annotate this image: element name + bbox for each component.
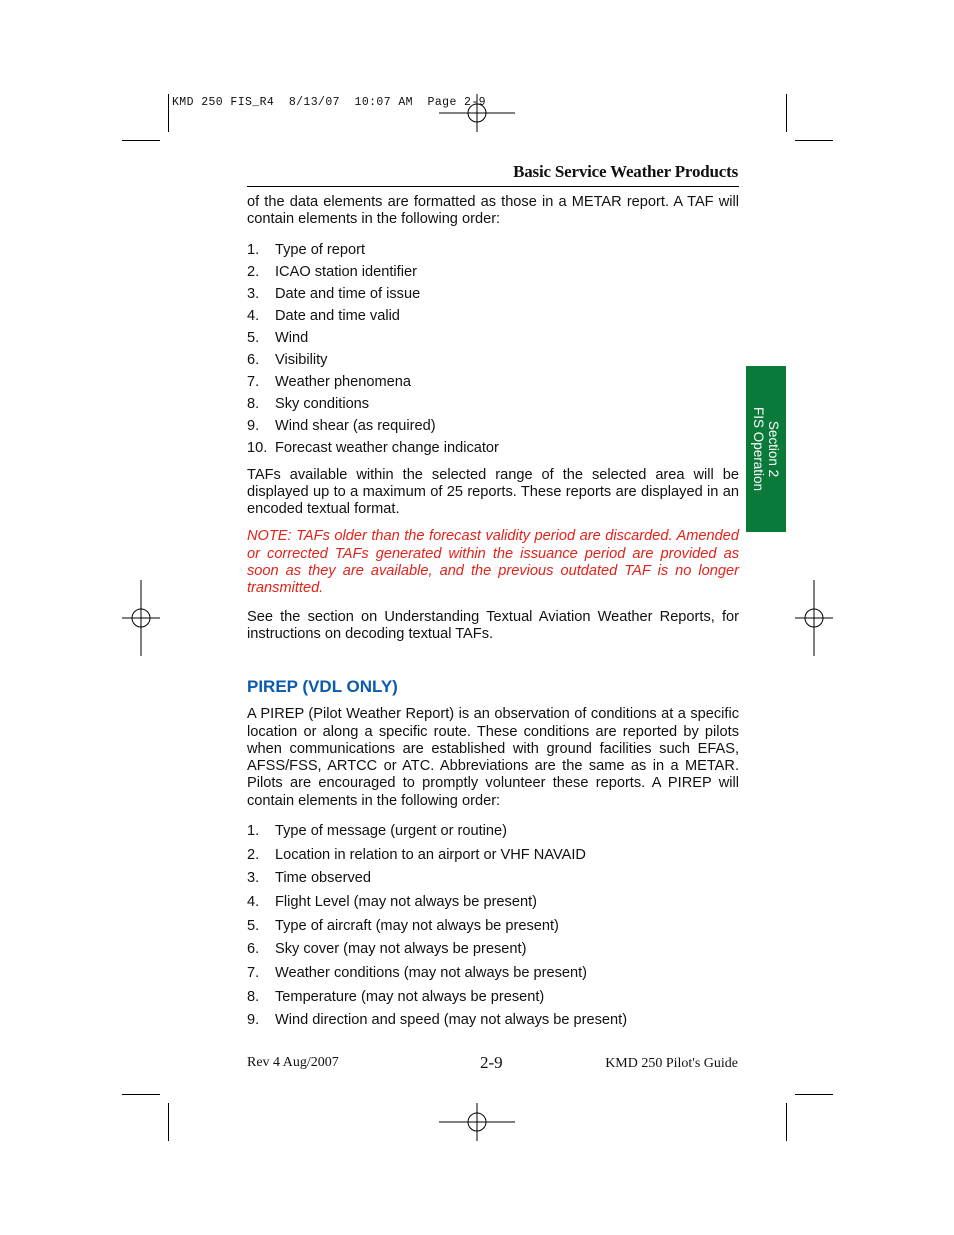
page-number: 2-9 [480, 1053, 503, 1072]
list-item: 7. Weather conditions (may not always be present) [247, 965, 588, 982]
footer-revision: Rev 4 Aug/2007 [247, 1055, 339, 1070]
list-item: 2. Location in relation to an airport or VHF NAVAID [247, 846, 586, 863]
list-item: 8. Sky conditions [247, 396, 370, 413]
list-item: 1. Type of report [247, 241, 366, 258]
printer-slug-line: KMD 250 FIS_R4 8/13/07 10:07 AM Page 2-9 [172, 96, 486, 109]
pirep-paragraph: A PIREP (Pilot Weather Report) is an observation of conditions at a specific location or along a specific route. These conditions are reported by pilots when communications are established with ground facilities such EFAS, AFSS/FSS, ARTCC or ATC. Abbreviations are the same as in a METAR. Pilots are encouraged to promptly volunteer these reports. A PIREP will contain elements in the following order: [247, 706, 739, 809]
pirep-heading: PIREP (VDL ONLY) [247, 677, 398, 697]
crop-mark [786, 1103, 787, 1141]
footer-guide-title: KMD 250 Pilot's Guide [605, 1056, 738, 1071]
taf-element-list [247, 239, 739, 460]
list-item: 8. Temperature (may not always be present) [247, 988, 545, 1005]
crop-mark [786, 94, 787, 132]
list-item: 3. Date and time of issue [247, 285, 421, 302]
list-item: 4. Date and time valid [247, 307, 400, 324]
page-body [247, 194, 739, 1033]
list-item: 5. Type of aircraft (may not always be present) [247, 917, 559, 934]
crop-mark [168, 1103, 169, 1141]
crop-mark [168, 94, 169, 132]
list-item: 9. Wind direction and speed (may not always be present) [247, 1012, 628, 1029]
list-item: 7. Weather phenomena [247, 374, 412, 391]
list-item: 9. Wind shear (as required) [247, 418, 436, 435]
registration-mark-icon [122, 580, 160, 656]
section-tab-line2: FIS Operation [751, 406, 766, 492]
intro-paragraph: of the data elements are formatted as those in a METAR report. A TAF will contain elements in the following order: [247, 194, 739, 228]
section-tab-line1: Section 2 [766, 420, 781, 478]
registration-mark-icon [439, 94, 515, 132]
list-item: 2. ICAO station identifier [247, 263, 417, 280]
taf-note: NOTE: TAFs older than the forecast validity period are discarded. Amended or corrected TAFs generated within the issuance period are provided as soon as they are available, and the previous outdated TAF is no longer transmitted. [247, 528, 739, 597]
pirep-element-list [247, 820, 739, 1033]
crop-mark [122, 1094, 160, 1095]
list-item: 3. Time observed [247, 870, 371, 887]
list-item: 6. Visibility [247, 352, 328, 369]
list-item: 5. Wind [247, 329, 309, 346]
section-tab [746, 366, 786, 532]
taf-display-paragraph: TAFs available within the selected range of the selected area will be displayed up to a maximum of 25 reports. These reports are displayed in an encoded textual format. [247, 466, 739, 518]
registration-mark-icon [795, 580, 833, 656]
list-item: 6. Sky cover (may not always be present) [247, 941, 527, 958]
list-item: 1. Type of message (urgent or routine) [247, 822, 507, 839]
section-tab-label [751, 407, 781, 491]
page-header-title: Basic Service Weather Products [513, 162, 738, 181]
registration-mark-icon [439, 1103, 515, 1141]
crop-mark [795, 140, 833, 141]
crop-mark [795, 1094, 833, 1095]
header-divider [247, 186, 739, 187]
crop-mark [122, 140, 160, 141]
list-item: 4. Flight Level (may not always be present) [247, 894, 537, 911]
see-section-paragraph: See the section on Understanding Textual Aviation Weather Reports, for instructions on decoding textual TAFs. [247, 608, 739, 642]
list-item: 10. Forecast weather change indicator [247, 440, 499, 457]
